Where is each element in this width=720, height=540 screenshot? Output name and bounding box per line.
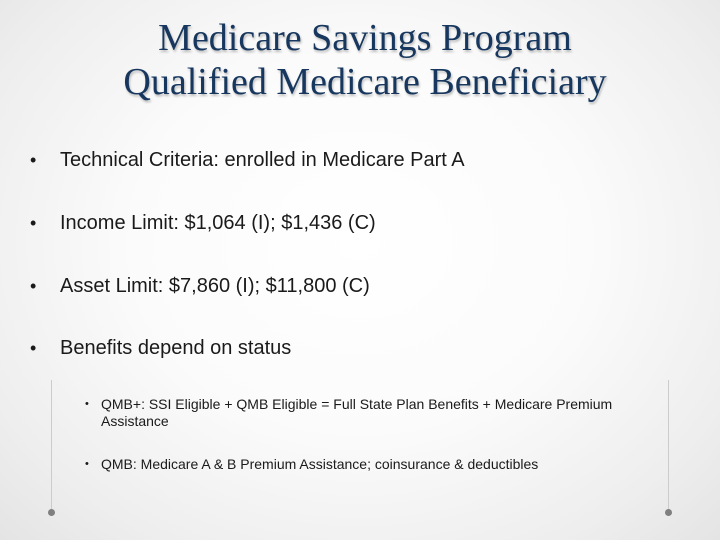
bullet-dot: •: [30, 213, 37, 233]
bullet-dot: •: [30, 338, 37, 358]
sub-bullet-text: QMB+: SSI Eligible + QMB Eligible = Full State Plan Benefits + Medicare Premium Assistance: [101, 396, 613, 429]
sub-bullet-dot: •: [85, 458, 89, 470]
bullet-text: Income Limit: $1,064 (I); $1,436 (C): [60, 212, 376, 234]
bullet-text: Asset Limit: $7,860 (I); $11,800 (C): [60, 275, 370, 297]
slide-title: [40, 16, 690, 104]
frame-dot-right: [665, 509, 672, 516]
sub-bullet-text: QMB: Medicare A & B Premium Assistance; coinsurance & deductibles: [101, 456, 539, 472]
title-line-2: Qualified Medicare Beneficiary: [123, 61, 607, 103]
bullet-text: Benefits depend on status: [60, 337, 292, 359]
frame-line-left: [51, 380, 52, 510]
bullet-text: Technical Criteria: enrolled in Medicare Part A: [60, 149, 465, 171]
sub-bullet-dot: •: [85, 398, 89, 410]
bullet-dot: •: [30, 150, 37, 170]
frame-dot-left: [48, 509, 55, 516]
bullet-dot: •: [30, 276, 37, 296]
frame-line-right: [668, 380, 669, 510]
title-line-1: Medicare Savings Program: [158, 17, 572, 59]
